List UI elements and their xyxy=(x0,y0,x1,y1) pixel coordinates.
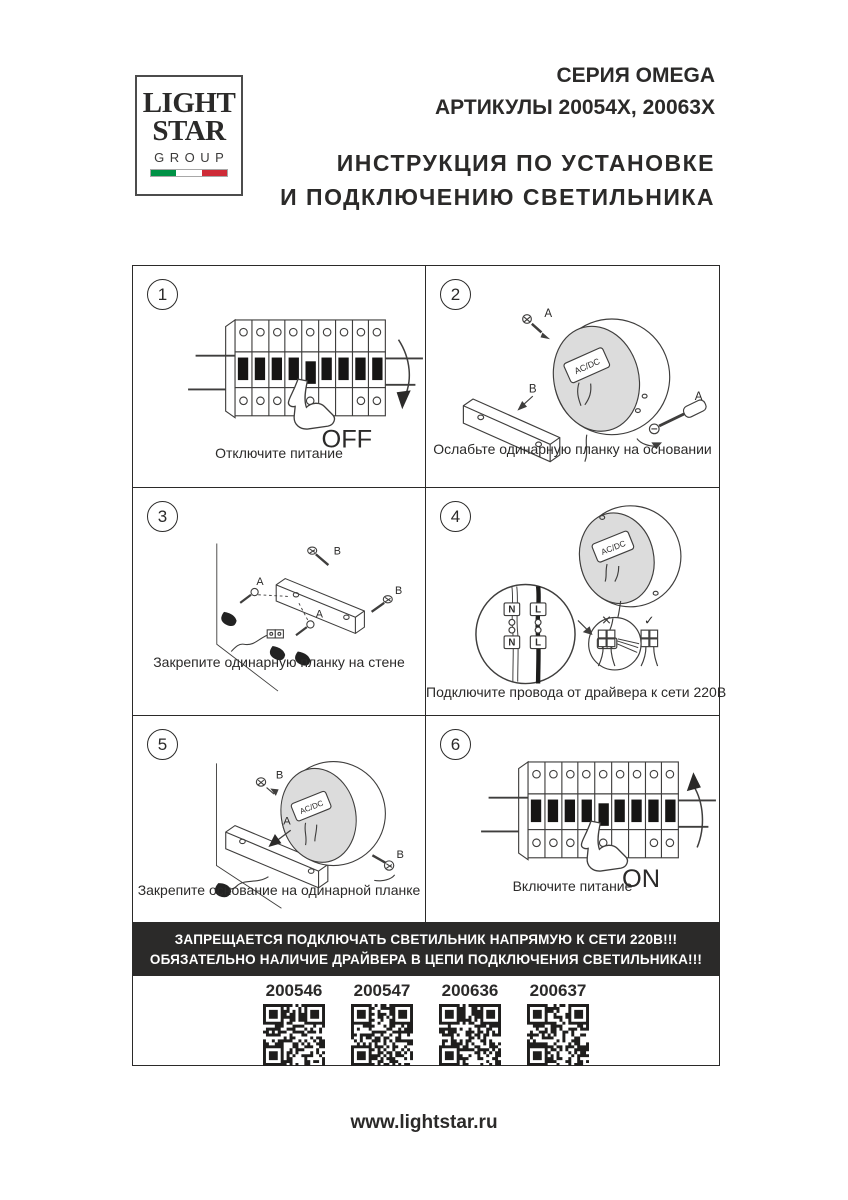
lightstar-logo xyxy=(135,75,243,196)
step-caption: Отключите питание xyxy=(215,445,343,461)
qr-code-label: 200636 xyxy=(441,981,499,1000)
step-cell-1 xyxy=(133,266,426,488)
plank-label-b: B xyxy=(528,383,537,396)
footer-url: www.lightstar.ru xyxy=(350,1112,498,1133)
qr-section xyxy=(133,976,719,1065)
power-off-illustration xyxy=(188,304,423,459)
terminal-label-l-top: L xyxy=(535,604,542,616)
qr-code-label: 200637 xyxy=(529,981,587,1000)
qr-code-label: 200547 xyxy=(353,981,411,1000)
screw-label-b-side: B xyxy=(396,849,404,862)
qr-item xyxy=(526,981,590,1065)
screw-label-b-right: B xyxy=(395,584,403,597)
instruction-title-line1: ИНСТРУКЦИЯ ПО УСТАНОВКЕ xyxy=(336,150,715,176)
driver-label: AC/DC xyxy=(298,798,325,817)
plank-label-a: A xyxy=(283,815,291,828)
qr-code xyxy=(439,1004,501,1066)
screw-label-a-top: A xyxy=(544,308,553,321)
wiring-illustration xyxy=(440,496,712,705)
warning-line-2: ОБЯЗАТЕЛЬНО НАЛИЧИЕ ДРАЙВЕРА В ЦЕПИ ПОДКЛЮЧЕНИЯ СВЕТИЛЬНИКА!!! xyxy=(149,951,703,967)
articles-line: АРТИКУЛЫ 20054Х, 20063Х xyxy=(434,96,715,119)
step-caption: Закрепите одинарную планку на стене xyxy=(153,654,405,670)
warning-line-1: ЗАПРЕЩАЕТСЯ ПОДКЛЮЧАТЬ СВЕТИЛЬНИК НАПРЯМУЮ К СЕТИ 220В!!! xyxy=(174,931,678,947)
step-number-badge: 3 xyxy=(147,501,178,532)
step-number-badge: 4 xyxy=(440,501,471,532)
flag-white-segment xyxy=(176,170,201,176)
qr-code xyxy=(263,1004,325,1066)
flag-red-segment xyxy=(202,170,227,176)
screw-label-b-top: B xyxy=(333,545,342,558)
step-number-badge: 1 xyxy=(147,279,178,310)
italian-flag xyxy=(150,169,228,177)
check-mark: ✓ xyxy=(644,613,655,628)
qr-item xyxy=(350,981,414,1065)
step-caption: Закрепите основание на одинарной планке xyxy=(137,882,421,898)
instruction-title-line2: И ПОДКЛЮЧЕНИЮ СВЕТИЛЬНИКА xyxy=(280,184,715,210)
on-label: ON xyxy=(621,864,661,893)
driver-label: AC/DC xyxy=(572,356,602,377)
series-title: СЕРИЯ OMEGA xyxy=(556,64,715,87)
step-cell-3 xyxy=(133,488,426,716)
terminal-label-n-bottom: N xyxy=(508,637,516,649)
step-caption: Подключите провода от драйвера к сети 220В xyxy=(426,684,727,700)
header-title-block xyxy=(280,60,715,214)
step-cell-6 xyxy=(426,716,719,923)
qr-item xyxy=(262,981,326,1065)
terminal-label-n-top: N xyxy=(508,604,516,616)
anchor-label-a-mid: A xyxy=(315,608,324,621)
step-number-badge: 5 xyxy=(147,729,178,760)
screw-label-a-side: A xyxy=(694,390,703,403)
qr-item xyxy=(438,981,502,1065)
off-label: OFF xyxy=(321,425,373,454)
step-number-badge: 6 xyxy=(440,729,471,760)
screw-label-b-top: B xyxy=(275,769,284,782)
step-cell-5 xyxy=(133,716,426,923)
anchor-label-a-left: A xyxy=(256,575,264,588)
logo-group-text: GROUP xyxy=(154,149,230,165)
terminal-label-l-bottom: L xyxy=(535,637,542,649)
warning-banner xyxy=(133,923,719,976)
step-cell-4 xyxy=(426,488,727,716)
qr-code-label: 200546 xyxy=(265,981,323,1000)
logo-light-text: LIGHT xyxy=(142,87,236,119)
logo-star-text: STAR xyxy=(152,115,226,148)
step-cell-2 xyxy=(426,266,719,488)
driver-label: AC/DC xyxy=(599,538,628,557)
step-number-badge: 2 xyxy=(440,279,471,310)
wrong-mark: ✕ xyxy=(601,613,612,628)
step-caption: Включите питание xyxy=(512,878,633,894)
flag-green-segment xyxy=(151,170,176,176)
qr-code xyxy=(351,1004,413,1066)
step-caption: Ослабьте одинарную планку на основании xyxy=(433,441,712,457)
qr-code xyxy=(527,1004,589,1066)
instruction-grid xyxy=(132,265,727,1066)
